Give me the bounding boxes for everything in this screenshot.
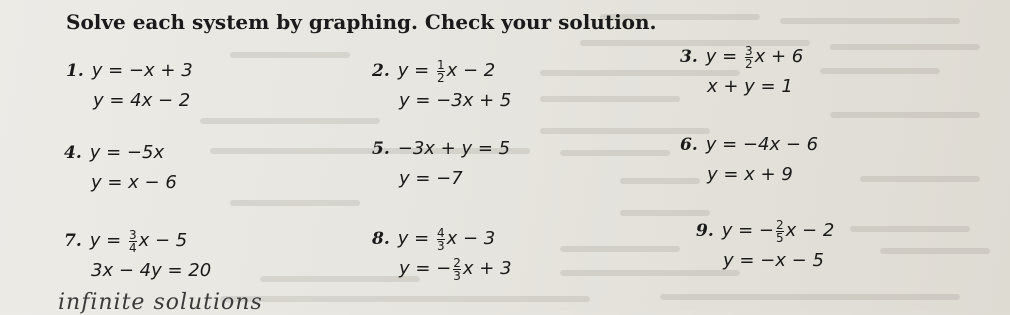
- problem-number: 2.: [372, 61, 390, 81]
- equation-2: y = x + 9: [707, 164, 793, 185]
- fraction: $\frac{3}{2}$: [744, 43, 753, 71]
- equation-2: y = x − 6: [91, 172, 177, 193]
- problem-number: 7.: [64, 231, 82, 251]
- problem-number: 8.: [372, 229, 390, 249]
- problem-number: 4.: [64, 143, 82, 163]
- handwritten-note: infinite solutions: [58, 290, 263, 315]
- problem-8: 8. y = $\frac{4}{3}$ x − 3 y = − $\frac{2}{3}$ x + 3: [372, 225, 512, 283]
- problem-number: 1.: [66, 61, 84, 81]
- equation-2: y = −7: [399, 168, 463, 189]
- equation-1: y = −4x − 6: [705, 134, 819, 155]
- problem-9: 9. y = − $\frac{2}{5}$ x − 2 y = −x − 5: [696, 216, 834, 276]
- problem-1: [66, 56, 193, 116]
- problem-number: 9.: [696, 221, 714, 241]
- equation-1: −3x + y = 5: [397, 138, 511, 159]
- equation-2: y = 4x − 2: [93, 90, 191, 111]
- equation-1: y = −5x: [89, 142, 165, 163]
- problem-4: [64, 138, 177, 198]
- equation-1: y = −x + 3: [91, 60, 193, 81]
- problem-5: [372, 134, 510, 194]
- instructions-heading: Solve each system by graphing. Check your solution.: [66, 10, 657, 34]
- equation-2: 3x − 4y = 20: [91, 260, 212, 281]
- equation-2: x + y = 1: [707, 76, 793, 97]
- problem-3: 3. y = $\frac{3}{2}$ x + 6 x + y = 1: [680, 42, 803, 102]
- fraction: $\frac{2}{5}$: [776, 217, 784, 245]
- fraction: $\frac{4}{3}$: [436, 225, 445, 253]
- problem-number: 5.: [372, 139, 390, 159]
- problem-6: [680, 130, 818, 190]
- problem-2: 2. y = $\frac{1}{2}$ x − 2 y = −3x + 5: [372, 56, 511, 116]
- equation-2: y = −3x + 5: [399, 90, 512, 111]
- fraction: $\frac{3}{4}$: [128, 227, 137, 255]
- equation-2: y = −x − 5: [723, 250, 824, 271]
- fraction: $\frac{2}{3}$: [453, 255, 461, 283]
- problem-7: 7. y = $\frac{3}{4}$ x − 5 3x − 4y = 20: [64, 226, 211, 286]
- fraction: $\frac{1}{2}$: [436, 57, 445, 85]
- problem-number: 3.: [680, 47, 698, 67]
- problem-number: 6.: [680, 135, 698, 155]
